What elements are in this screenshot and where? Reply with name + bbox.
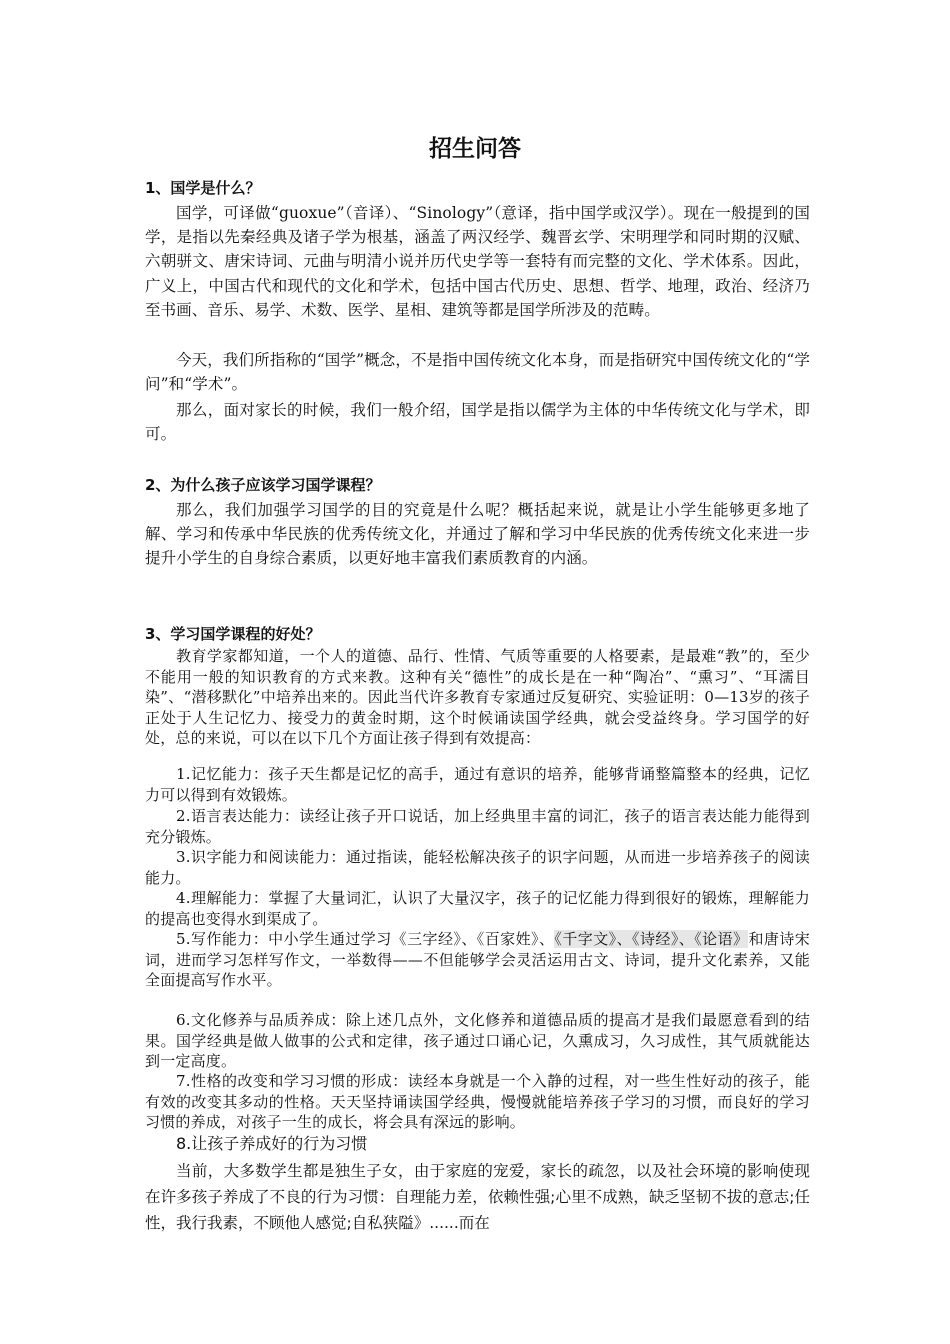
list-item: 6.文化修养与品质养成：除上述几点外，文化修养和道德品质的提高才是我们最愿意看到的结果。国学经典是做人做事的公式和定律，孩子通过口诵心记，久熏成习，久习成性，其气质就能达到一定高度。 bbox=[145, 1011, 810, 1071]
section-heading-3: 3、学习国学课程的好处？ bbox=[145, 625, 321, 643]
paragraph: 国学，可译做“guoxue”（音译）、“Sinology”（意译，指中国学或汉学）。现在一般提到的国学，是指以先秦经典及诸子学为根基，涵盖了两汉经学、魏晋玄学、宋明理学和同时期的汉赋、六朝骈文、唐宋诗词、元曲与明清小说并历代史学等一套特有而完整的文化、学术体系。因此，广义上，中国古代和现代的文化和学术，包括中国古代历史、思想、哲学、地理，政治、经济乃至书画、音乐、易学、术数、医学、星相、建筑等都是国学所涉及的范畴。 bbox=[145, 204, 810, 319]
paragraph: 那么，我们加强学习国学的目的究竟是什么呢？概括起来说，就是让小学生能够更多地了解、学习和传承中华民族的优秀传统文化，并通过了解和学习中华民族的优秀传统文化来进一步提升小学生的自身综合素质，以更好地丰富我们素质教育的内涵。 bbox=[145, 501, 810, 568]
sub-heading-8: 8.让孩子养成好的行为习惯 bbox=[176, 1134, 368, 1153]
list-item: 1.记忆能力：孩子天生都是记忆的高手，通过有意识的培养，能够背诵整篇整本的经典，记忆力可以得到有效锻炼。 bbox=[145, 765, 810, 804]
paragraph: 那么，面对家长的时候，我们一般介绍，国学是指以儒学为主体的中华传统文化与学术，即可。 bbox=[145, 401, 810, 444]
list-item: 3.识字能力和阅读能力：通过指读，能轻松解决孩子的识字问题，从而进一步培养孩子的阅读能力。 bbox=[145, 848, 810, 887]
section-heading-1: 1、国学是什么？ bbox=[145, 179, 261, 197]
page-title: 招生问答 bbox=[429, 136, 521, 162]
list-item: 2.语言表达能力：读经让孩子开口说话，加上经典里丰富的词汇，孩子的语言表达能力能得到充分锻炼。 bbox=[145, 807, 810, 846]
section-heading-2: 2、为什么孩子应该学习国学课程？ bbox=[145, 476, 381, 494]
list-item: 7.性格的改变和学习习惯的形成：读经本身就是一个入静的过程，对一些生性好动的孩子，能有效的改变其多动的性格。天天坚持诵读国学经典，慢慢就能培养孩子学习的习惯，而良好的学习习惯的养成，对孩子一生的成长，将会具有深远的影响。 bbox=[145, 1072, 810, 1132]
highlighted-text: 《千字文》、《诗经》、《论语》 bbox=[554, 930, 749, 948]
list-item bbox=[145, 929, 810, 991]
paragraph: 教育学家都知道，一个人的道德、品行、性情、气质等重要的人格要素，是最难“教”的，至少不能用一般的知识教育的方式来教。这种有关“德性”的成长是在一种“陶冶”、“熏习”、“耳濡目染”、“潜移默化”中培养出来的。因此当代许多教育专家通过反复研究、实验证明：0—13岁的孩子正处于人生记忆力、接受力的黄金时期，这个时候诵读国学经典，就会受益终身。学习国学的好处，总的来说，可以在以下几个方面让孩子得到有效提高： bbox=[145, 647, 810, 748]
paragraph: 当前，大多数学生都是独生子女，由于家庭的宠爱，家长的疏忽，以及社会环境的影响使现在许多孩子养成了不良的行为习惯：自理能力差，依赖性强;心里不成熟，缺乏坚韧不拔的意志;任性，我行我素，不顾他人感觉;自私狭隘》......而在 bbox=[145, 1162, 810, 1232]
list-item: 4.理解能力：掌握了大量词汇，认识了大量汉字，孩子的记忆能力得到很好的锻炼，理解能力的提高也变得水到渠成了。 bbox=[145, 889, 810, 928]
list-item-text: 5.写作能力：中小学生通过学习《三字经》、《百家姓》、 bbox=[176, 930, 555, 948]
paragraph: 今天，我们所指称的“国学”概念，不是指中国传统文化本身，而是指研究中国传统文化的“学问”和“学术”。 bbox=[145, 351, 810, 394]
list-item-text: 和唐诗宋词，进而学习怎样写作文，一举数得——不但能够学会灵活运用古文、诗词，提升文化素养，又能全面提高写作水平。 bbox=[145, 930, 810, 990]
